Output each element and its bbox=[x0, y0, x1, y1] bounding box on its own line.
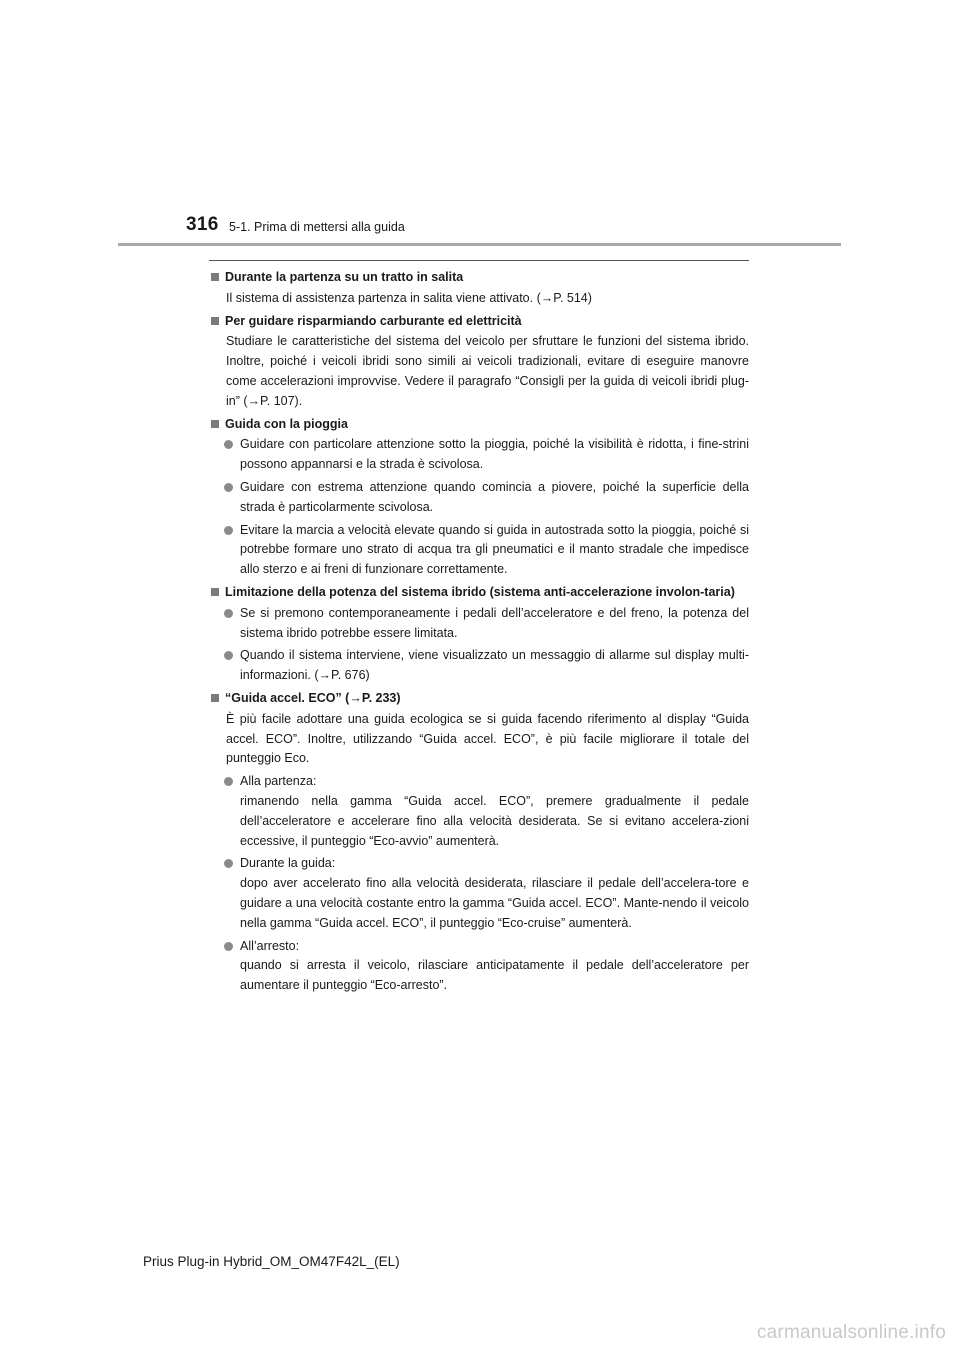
heading-text: “Guida accel. ECO” (→P. 233) bbox=[225, 690, 401, 705]
square-bullet-icon bbox=[211, 694, 219, 702]
list-item-text: rimanendo nella gamma “Guida accel. ECO”, premere gradualmente il pedale dell’acceleratore e accelerare fino alla velocità desiderata. Se si evitano accelera-zioni eccessive, il punteggio “Eco-avvio” aumenterà. bbox=[240, 793, 749, 848]
list-item bbox=[209, 772, 749, 851]
list-item bbox=[209, 521, 749, 580]
section-text: È più facile adottare una guida ecologica se si guida facendo riferimento al display “Guida accel. ECO”. Inoltre, utilizzando “Guida accel. ECO”, è più facile migliorare il totale del punteggio Eco. bbox=[226, 711, 749, 766]
circle-bullet-icon bbox=[224, 777, 233, 786]
footer-doc-id: Prius Plug-in Hybrid_OM_OM47F42L_(EL) bbox=[143, 1254, 400, 1269]
section-heading bbox=[209, 268, 749, 288]
list-item-title: Alla partenza: bbox=[240, 774, 317, 789]
list-item-text: Guidare con estrema attenzione quando comincia a piovere, poiché la superficie della strada è particolarmente scivolosa. bbox=[240, 479, 749, 514]
section-heading bbox=[209, 689, 749, 709]
circle-bullet-icon bbox=[224, 651, 233, 660]
section-heading bbox=[209, 312, 749, 332]
list-item-text: Quando il sistema interviene, viene visualizzato un messaggio di allarme sul display multi-informazioni. (→P. 676) bbox=[240, 648, 749, 683]
list-item bbox=[209, 435, 749, 475]
section-eco-guide bbox=[209, 689, 749, 996]
circle-bullet-icon bbox=[224, 942, 233, 951]
list-item bbox=[209, 854, 749, 933]
section-fuel-saving bbox=[209, 312, 749, 412]
list-item-text: Evitare la marcia a velocità elevate quando si guida in autostrada sotto la pioggia, poiché si potrebbe formare uno strato di acqua tra gli pneumatici e il manto stradale che impedisce allo sterzo e ai freni di funzionare correttamente. bbox=[240, 522, 749, 577]
section-power-limitation bbox=[209, 583, 749, 686]
header-rule bbox=[118, 243, 841, 246]
section-text: Il sistema di assistenza partenza in salita viene attivato. (→P. 514) bbox=[226, 290, 592, 305]
section-rain-driving bbox=[209, 415, 749, 580]
circle-bullet-icon bbox=[224, 609, 233, 618]
list-item-text: dopo aver accelerato fino alla velocità desiderata, rilasciare il pedale dell’accelera-tore e guidare a una velocità costante entro la gamma “Guida accel. ECO”. Mante-nendo il veicolo nella gamma “Guida accel. ECO”, il punteggio “Eco-cruise” aumenterà. bbox=[240, 876, 749, 930]
list-item bbox=[209, 646, 749, 686]
heading-text: Guida con la pioggia bbox=[225, 416, 348, 431]
chapter-title: 5-1. Prima di mettersi alla guida bbox=[229, 220, 405, 234]
square-bullet-icon bbox=[211, 317, 219, 325]
circle-bullet-icon bbox=[224, 859, 233, 868]
heading-text: Limitazione della potenza del sistema ibrido (sistema anti-accelerazione involon-taria) bbox=[225, 584, 735, 599]
list-item-text: Se si premono contemporaneamente i pedali dell’acceleratore e del freno, la potenza del sistema ibrido potrebbe essere limitata. bbox=[240, 605, 749, 640]
circle-bullet-icon bbox=[224, 440, 233, 449]
square-bullet-icon bbox=[211, 420, 219, 428]
list-item bbox=[209, 937, 749, 996]
section-hill-start bbox=[209, 268, 749, 309]
list-item-title: All’arresto: bbox=[240, 938, 300, 953]
circle-bullet-icon bbox=[224, 526, 233, 535]
heading-text: Per guidare risparmiando carburante ed elettricità bbox=[225, 313, 522, 328]
page-content bbox=[209, 268, 749, 999]
circle-bullet-icon bbox=[224, 483, 233, 492]
square-bullet-icon bbox=[211, 588, 219, 596]
section-heading bbox=[209, 583, 749, 603]
section-text: Studiare le caratteristiche del sistema del veicolo per sfruttare le funzioni del sistema ibrido. Inoltre, poiché i veicoli ibridi sono simili ai veicoli tradizionali, evitare di eseguire manovre come accelerazioni improvvise. Vedere il paragrafo “Consigli per la guida di veicoli ibridi plug-in” (→P. 107). bbox=[226, 334, 749, 408]
list-item-text: Guidare con particolare attenzione sotto la pioggia, poiché la visibilità è ridotta, i fine-strini possono appannarsi e la strada è scivolosa. bbox=[240, 437, 749, 472]
content-rule bbox=[209, 260, 749, 261]
list-item-title: Durante la guida: bbox=[240, 856, 336, 871]
list-item-text: quando si arresta il veicolo, rilasciare anticipatamente il pedale dell’acceleratore per aumentare il punteggio “Eco-arresto”. bbox=[240, 958, 749, 993]
watermark: carmanualsonline.info bbox=[756, 1322, 946, 1343]
square-bullet-icon bbox=[211, 273, 219, 281]
list-item bbox=[209, 604, 749, 644]
page-number: 316 bbox=[186, 214, 219, 235]
heading-text: Durante la partenza su un tratto in salita bbox=[225, 270, 464, 284]
list-item bbox=[209, 478, 749, 518]
section-heading bbox=[209, 415, 749, 435]
